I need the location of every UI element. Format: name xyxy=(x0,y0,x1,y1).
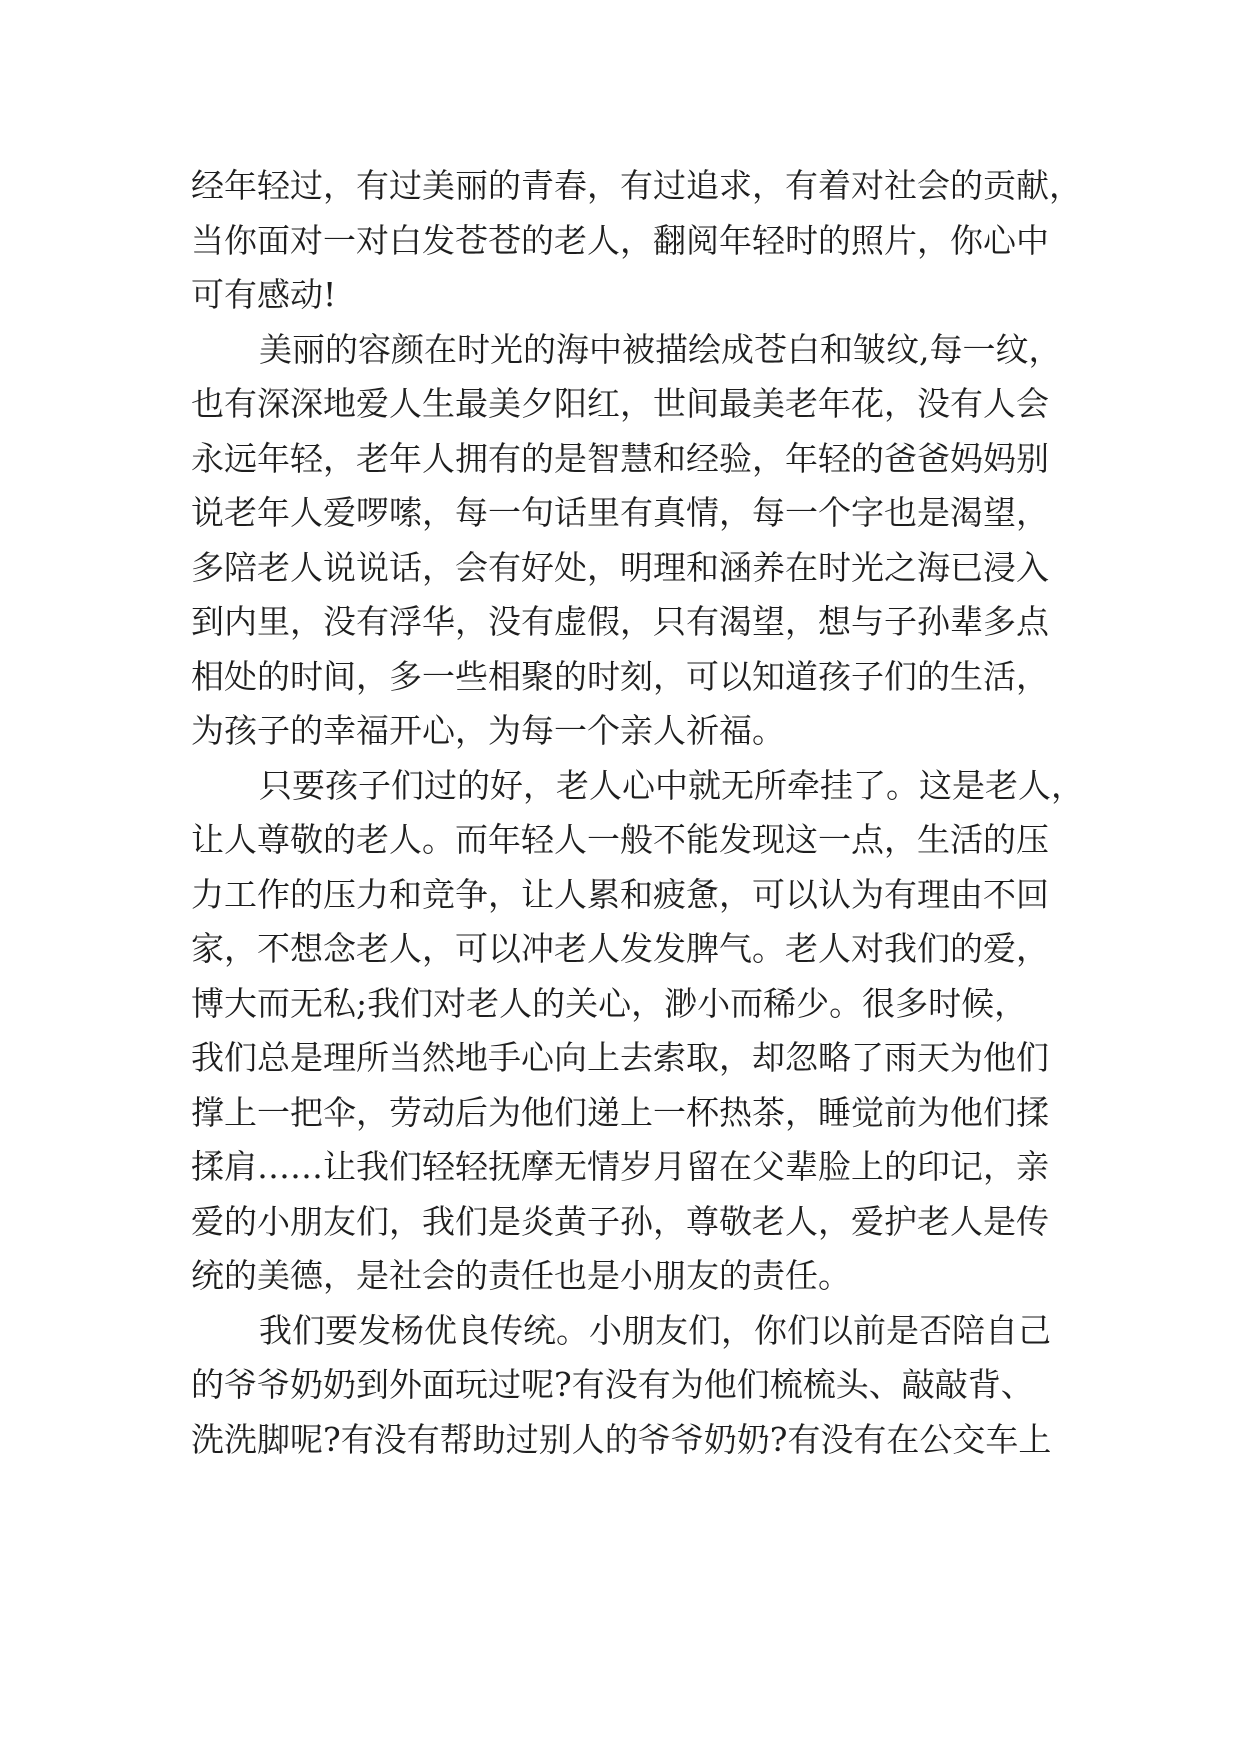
text-line-2: 当你面对一对白发苍苍的老人，翻阅年轻时的照片，你心中 xyxy=(191,220,1049,260)
text-line-17: 我们总是理所当然地手心向上去索取，却忽略了雨天为他们 xyxy=(191,1038,1049,1077)
text-line-7: 说老年人爱啰嗦，每一句话里有真情，每一个字也是渴望， xyxy=(191,493,1049,532)
text-line-11: 为孩子的幸福开心，为每一个亲人祈福。 xyxy=(191,711,785,750)
text-line-1: 经年轻过，有过美丽的青春，有过追求，有着对社会的贡献， xyxy=(191,166,1082,205)
text-line-6: 永远年轻，老年人拥有的是智慧和经验，年轻的爸爸妈妈别 xyxy=(191,438,1049,478)
paragraph-start-line: 我们要发杨优良传统。小朋友们，你们以前是否陪自己 xyxy=(259,1310,1051,1350)
text-line-24: 洗洗脚呢?有没有帮助过别人的爷爷奶奶?有没有在公交车上 xyxy=(191,1419,1052,1459)
text-line-9: 到内里，没有浮华，没有虚假，只有渴望，想与子孙辈多点 xyxy=(191,602,1049,641)
text-line-16: 博大而无私;我们对老人的关心，渺小而稀少。很多时候， xyxy=(191,983,1028,1023)
paragraph-start-line: 只要孩子们过的好，老人心中就无所牵挂了。这是老人， xyxy=(259,765,1084,805)
text-line-21: 统的美德，是社会的责任也是小朋友的责任。 xyxy=(191,1256,851,1295)
text-line-3: 可有感动! xyxy=(191,275,337,314)
document-body xyxy=(191,159,1084,1467)
text-line-5: 也有深深地爱人生最美夕阳红，世间最美老年花，没有人会 xyxy=(191,384,1049,423)
text-line-10: 相处的时间，多一些相聚的时刻，可以知道孩子们的生活， xyxy=(191,656,1049,696)
text-line-15: 家，不想念老人，可以冲老人发发脾气。老人对我们的爱， xyxy=(191,929,1049,968)
text-line-23: 的爷爷奶奶到外面玩过呢?有没有为他们梳梳头、敲敲背、 xyxy=(191,1365,1034,1404)
text-line-13: 让人尊敬的老人。而年轻人一般不能发现这一点，生活的压 xyxy=(191,820,1049,859)
text-line-18: 撑上一把伞，劳动后为他们递上一杯热茶，睡觉前为他们揉 xyxy=(191,1092,1049,1132)
text-line-14: 力工作的压力和竞争，让人累和疲惫，可以认为有理由不回 xyxy=(191,874,1049,914)
text-line-20: 爱的小朋友们，我们是炎黄子孙，尊敬老人，爱护老人是传 xyxy=(191,1201,1049,1241)
text-line-8: 多陪老人说说话，会有好处，明理和涵养在时光之海已浸入 xyxy=(191,547,1049,587)
paragraph-start-line: 美丽的容颜在时光的海中被描绘成苍白和皱纹,每一纹， xyxy=(259,329,1062,369)
text-line-19: 揉肩……让我们轻轻抚摩无情岁月留在父辈脸上的印记，亲 xyxy=(191,1147,1049,1186)
